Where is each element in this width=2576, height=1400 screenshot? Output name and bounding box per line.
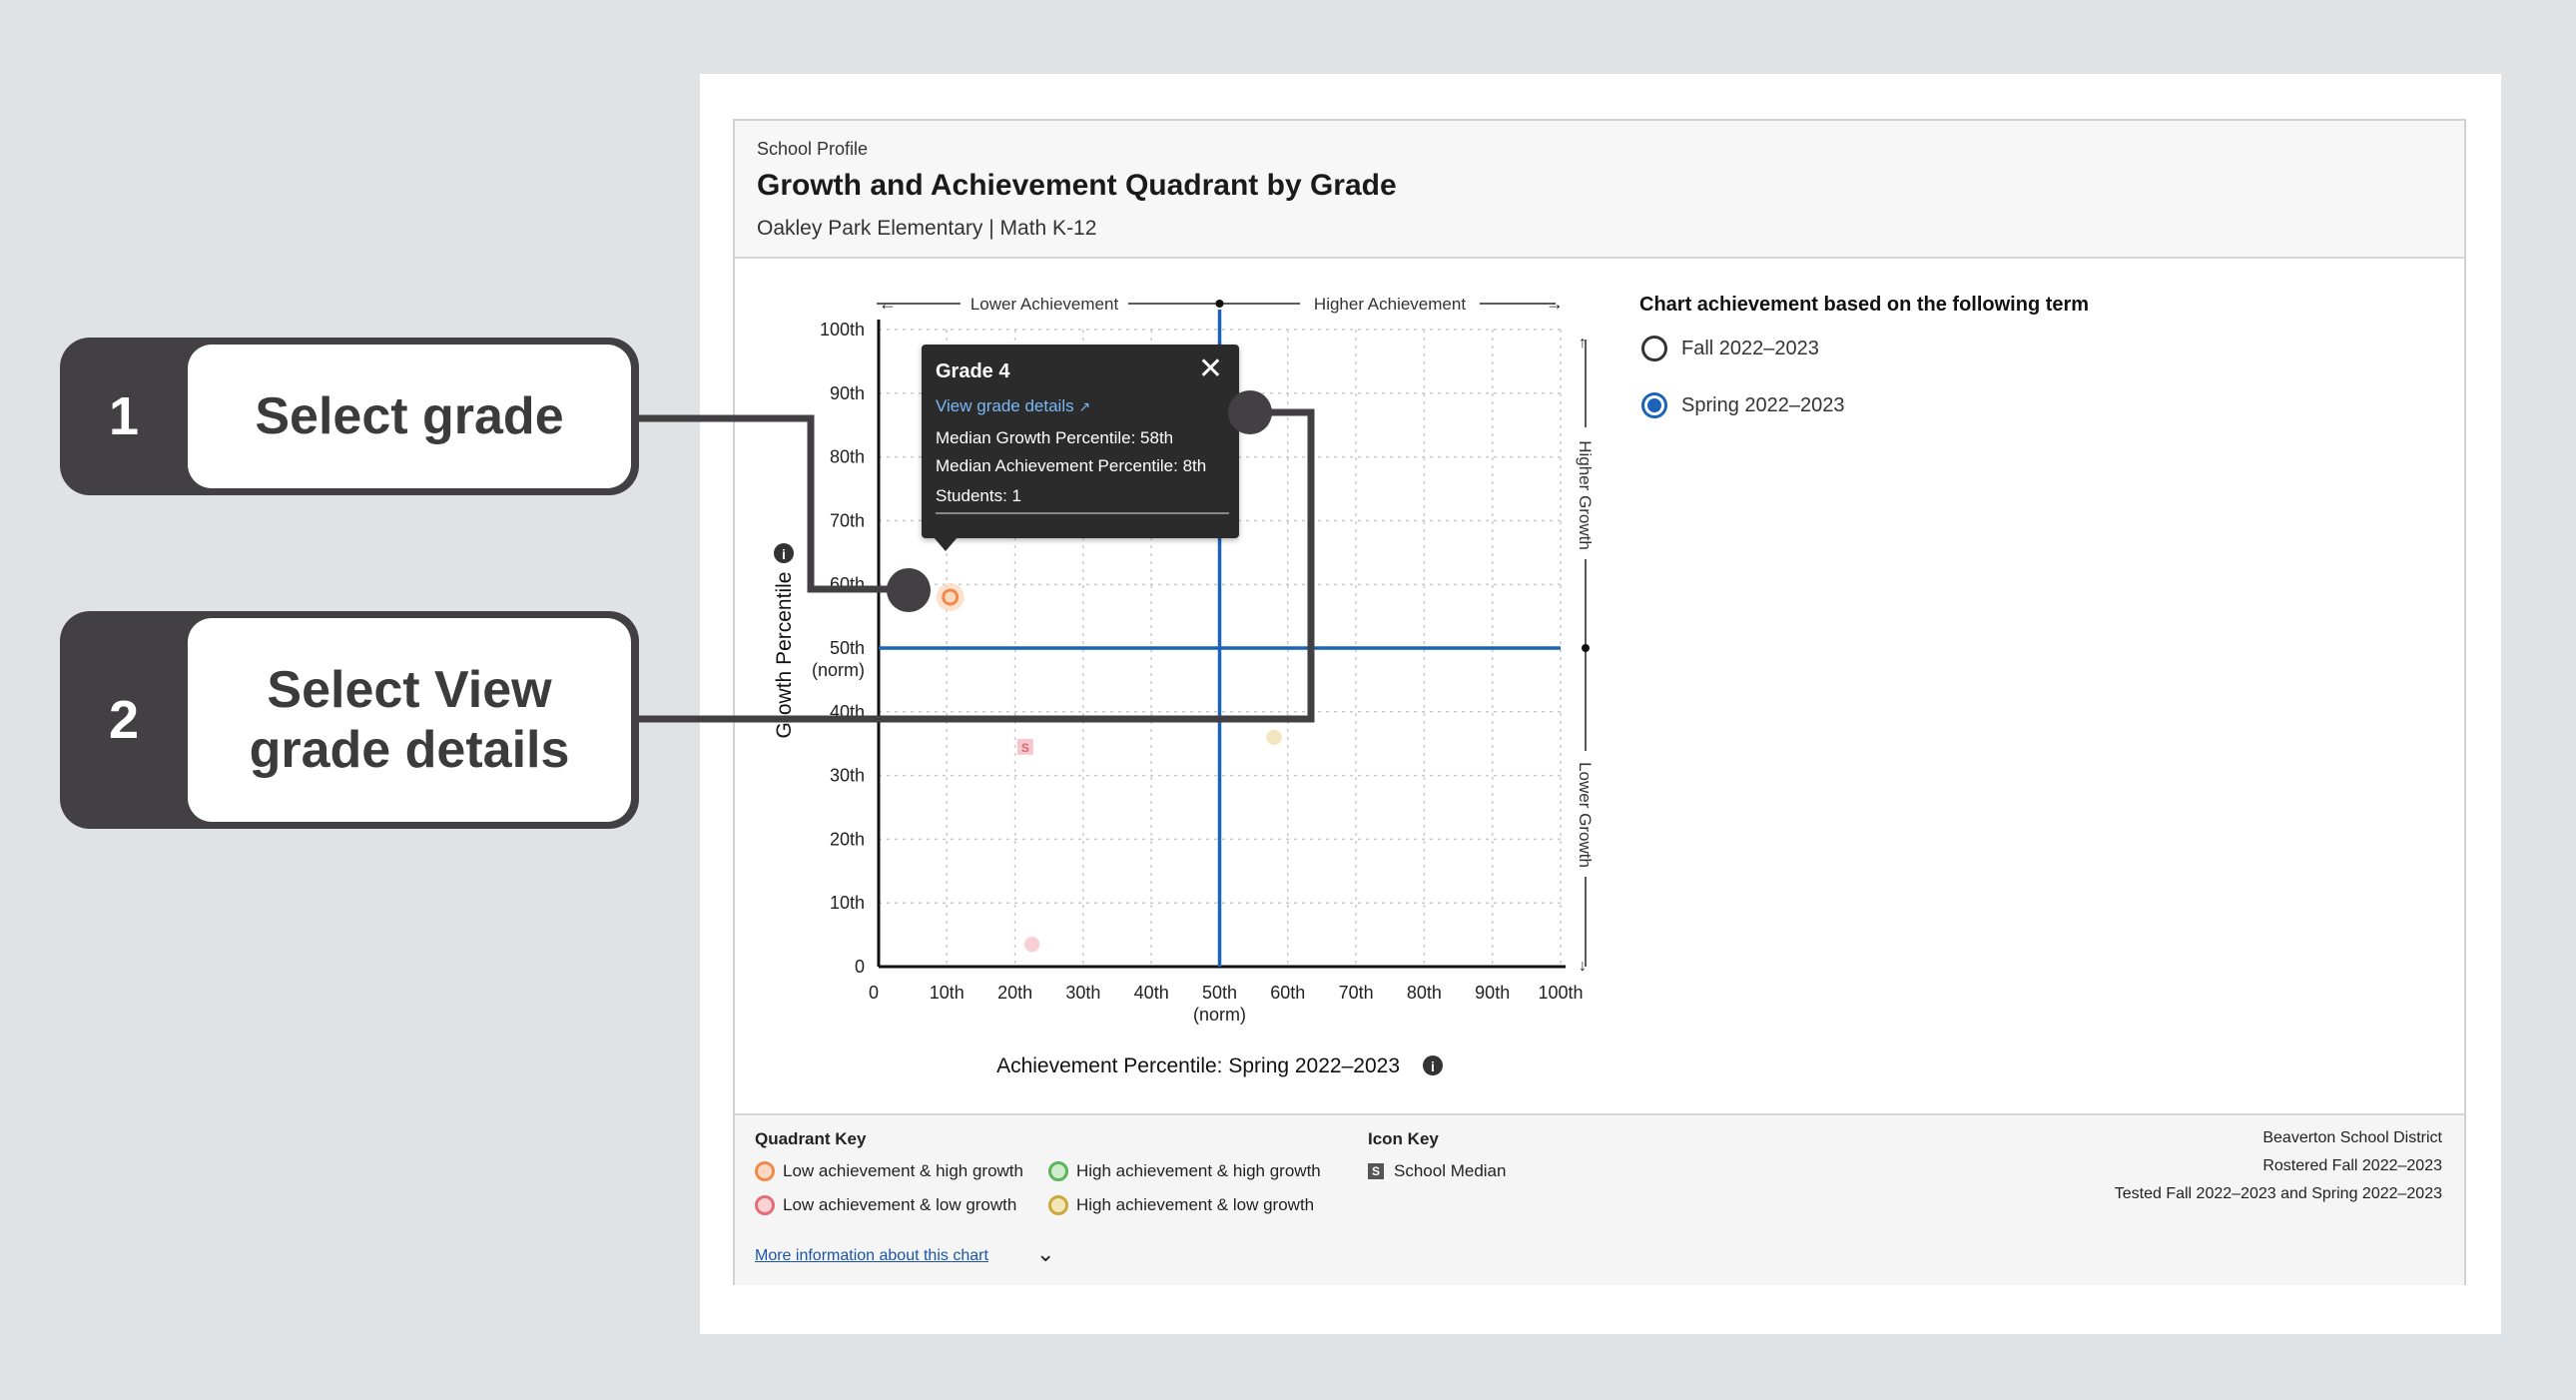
tooltip-median-growth: Median Growth Percentile: 58th [936, 428, 1174, 447]
x-tick-label: 30th [1065, 983, 1101, 1003]
quadrant-key-title: Quadrant Key [755, 1129, 867, 1148]
x-tick-norm-label: (norm) [1193, 1005, 1246, 1025]
quadrant-key-label: High achievement & low growth [1076, 1195, 1315, 1214]
data-point-low-achievement-high-growth [944, 590, 958, 604]
more-info-link[interactable]: More information about this chart [755, 1247, 988, 1264]
quadrant-key-low-high [755, 1161, 1023, 1181]
icon-key-label: School Median [1394, 1161, 1507, 1180]
y-tick-label: 70th [829, 510, 865, 531]
arrow-left-icon: ← [879, 294, 897, 314]
orange-circle-icon [755, 1161, 775, 1181]
tooltip-students: Students: 1 [936, 486, 1022, 505]
callout-label: Select grade [188, 345, 631, 488]
term-option-fall-label: Fall 2022–2023 [1681, 337, 1819, 359]
x-axis-title: Achievement Percentile: Spring 2022–2023 [996, 1054, 1400, 1077]
quadrant-key-label: Low achievement & low growth [783, 1195, 1017, 1214]
icon-key-school-median [1368, 1161, 1506, 1181]
term-option-spring[interactable] [1641, 392, 1844, 418]
chevron-down-icon[interactable]: ⌄ [1036, 1241, 1055, 1266]
radio-fall[interactable] [1641, 336, 1667, 361]
view-grade-details-label: View grade details [936, 396, 1074, 415]
y-tick-label: 80th [829, 446, 865, 467]
y-axis-title: Growth Percentile [773, 571, 796, 739]
icon-key-title: Icon Key [1368, 1129, 1439, 1148]
callout-label: Select View grade details [188, 618, 631, 822]
x-tick-label: 90th [1475, 983, 1511, 1003]
x-tick-label: 70th [1338, 983, 1374, 1003]
school-median-symbol: S [1020, 740, 1029, 755]
view-grade-details-link[interactable] [936, 396, 1090, 416]
y-tick-label: 50th [829, 638, 865, 658]
external-link-icon: ↗ [1078, 398, 1091, 414]
x-tick-label: 20th [997, 983, 1033, 1003]
right-midpoint-dot [1582, 644, 1590, 652]
quadrant-key-label: Low achievement & high growth [783, 1161, 1023, 1180]
term-selector-title: Chart achievement based on the following term [1639, 294, 2090, 316]
lower-achievement-label: Lower Achievement [969, 295, 1119, 314]
top-midpoint-dot [1216, 300, 1224, 308]
y-tick-label: 40th [829, 701, 865, 722]
callout-view-grade-details [60, 611, 639, 829]
x-tick-label: 80th [1406, 983, 1442, 1003]
quadrant-key-high-high [1048, 1161, 1321, 1181]
info-icon-glyph: i [1431, 1058, 1435, 1074]
y-tick-label: 100th [819, 320, 865, 340]
page-eyebrow: School Profile [757, 139, 869, 159]
term-option-spring-label: Spring 2022–2023 [1681, 393, 1845, 416]
y-tick-norm-label: (norm) [812, 660, 865, 680]
lower-growth-label: Lower Growth [1576, 762, 1595, 868]
quadrant-key-low-low [755, 1195, 1016, 1215]
data-point-low-achievement-low-growth [1025, 938, 1039, 952]
x-tick-label: 10th [929, 983, 965, 1003]
tooltip-divider [936, 512, 1229, 514]
callout-number: 2 [108, 690, 140, 750]
x-tick-label: 40th [1133, 983, 1169, 1003]
x-tick-label: 50th [1201, 983, 1238, 1003]
yellow-circle-icon [1048, 1195, 1068, 1215]
chart-footer [735, 1113, 2464, 1285]
y-tick-label: 10th [829, 893, 865, 914]
callout-select-grade [60, 338, 639, 495]
data-point-high-achievement-low-growth [1267, 730, 1281, 744]
y-tick-label: 30th [829, 765, 865, 786]
district-name: Beaverton School District [2262, 1129, 2442, 1146]
grade-tooltip [922, 345, 1239, 538]
x-tick-label: 100th [1538, 983, 1584, 1003]
tooltip-title: Grade 4 [936, 360, 1010, 382]
page-subtitle: Oakley Park Elementary | Math K-12 [757, 217, 1097, 240]
x-tick-label: 0 [868, 983, 880, 1003]
arrow-down-icon: ↓ [1579, 958, 1587, 975]
red-circle-icon [755, 1195, 775, 1215]
higher-growth-label: Higher Growth [1576, 440, 1595, 550]
green-circle-icon [1048, 1161, 1068, 1181]
arrow-right-icon: → [1546, 294, 1564, 314]
rostered-term: Rostered Fall 2022–2023 [2262, 1157, 2442, 1174]
term-option-fall[interactable] [1641, 336, 1819, 361]
arrow-up-icon: ↑ [1579, 335, 1587, 351]
callout-number: 1 [108, 386, 140, 446]
tooltip-pointer [934, 537, 958, 551]
quadrant-key-high-low [1048, 1195, 1314, 1215]
close-icon[interactable]: ✕ [1197, 352, 1223, 385]
school-median-icon: S [1368, 1163, 1384, 1179]
y-tick-label: 90th [829, 382, 865, 403]
tested-terms: Tested Fall 2022–2023 and Spring 2022–2023 [2114, 1185, 2442, 1202]
y-tick-label: 0 [854, 957, 865, 977]
higher-achievement-label: Higher Achievement [1313, 295, 1467, 314]
x-tick-label: 60th [1270, 983, 1306, 1003]
radio-spring[interactable] [1641, 392, 1667, 418]
y-tick-label: 20th [829, 829, 865, 850]
info-icon-glyph: i [782, 546, 786, 562]
tooltip-median-achievement: Median Achievement Percentile: 8th [936, 456, 1207, 475]
quadrant-key-label: High achievement & high growth [1076, 1161, 1321, 1180]
y-tick-label: 60th [829, 574, 865, 595]
page-title: Growth and Achievement Quadrant by Grade [757, 169, 1397, 202]
